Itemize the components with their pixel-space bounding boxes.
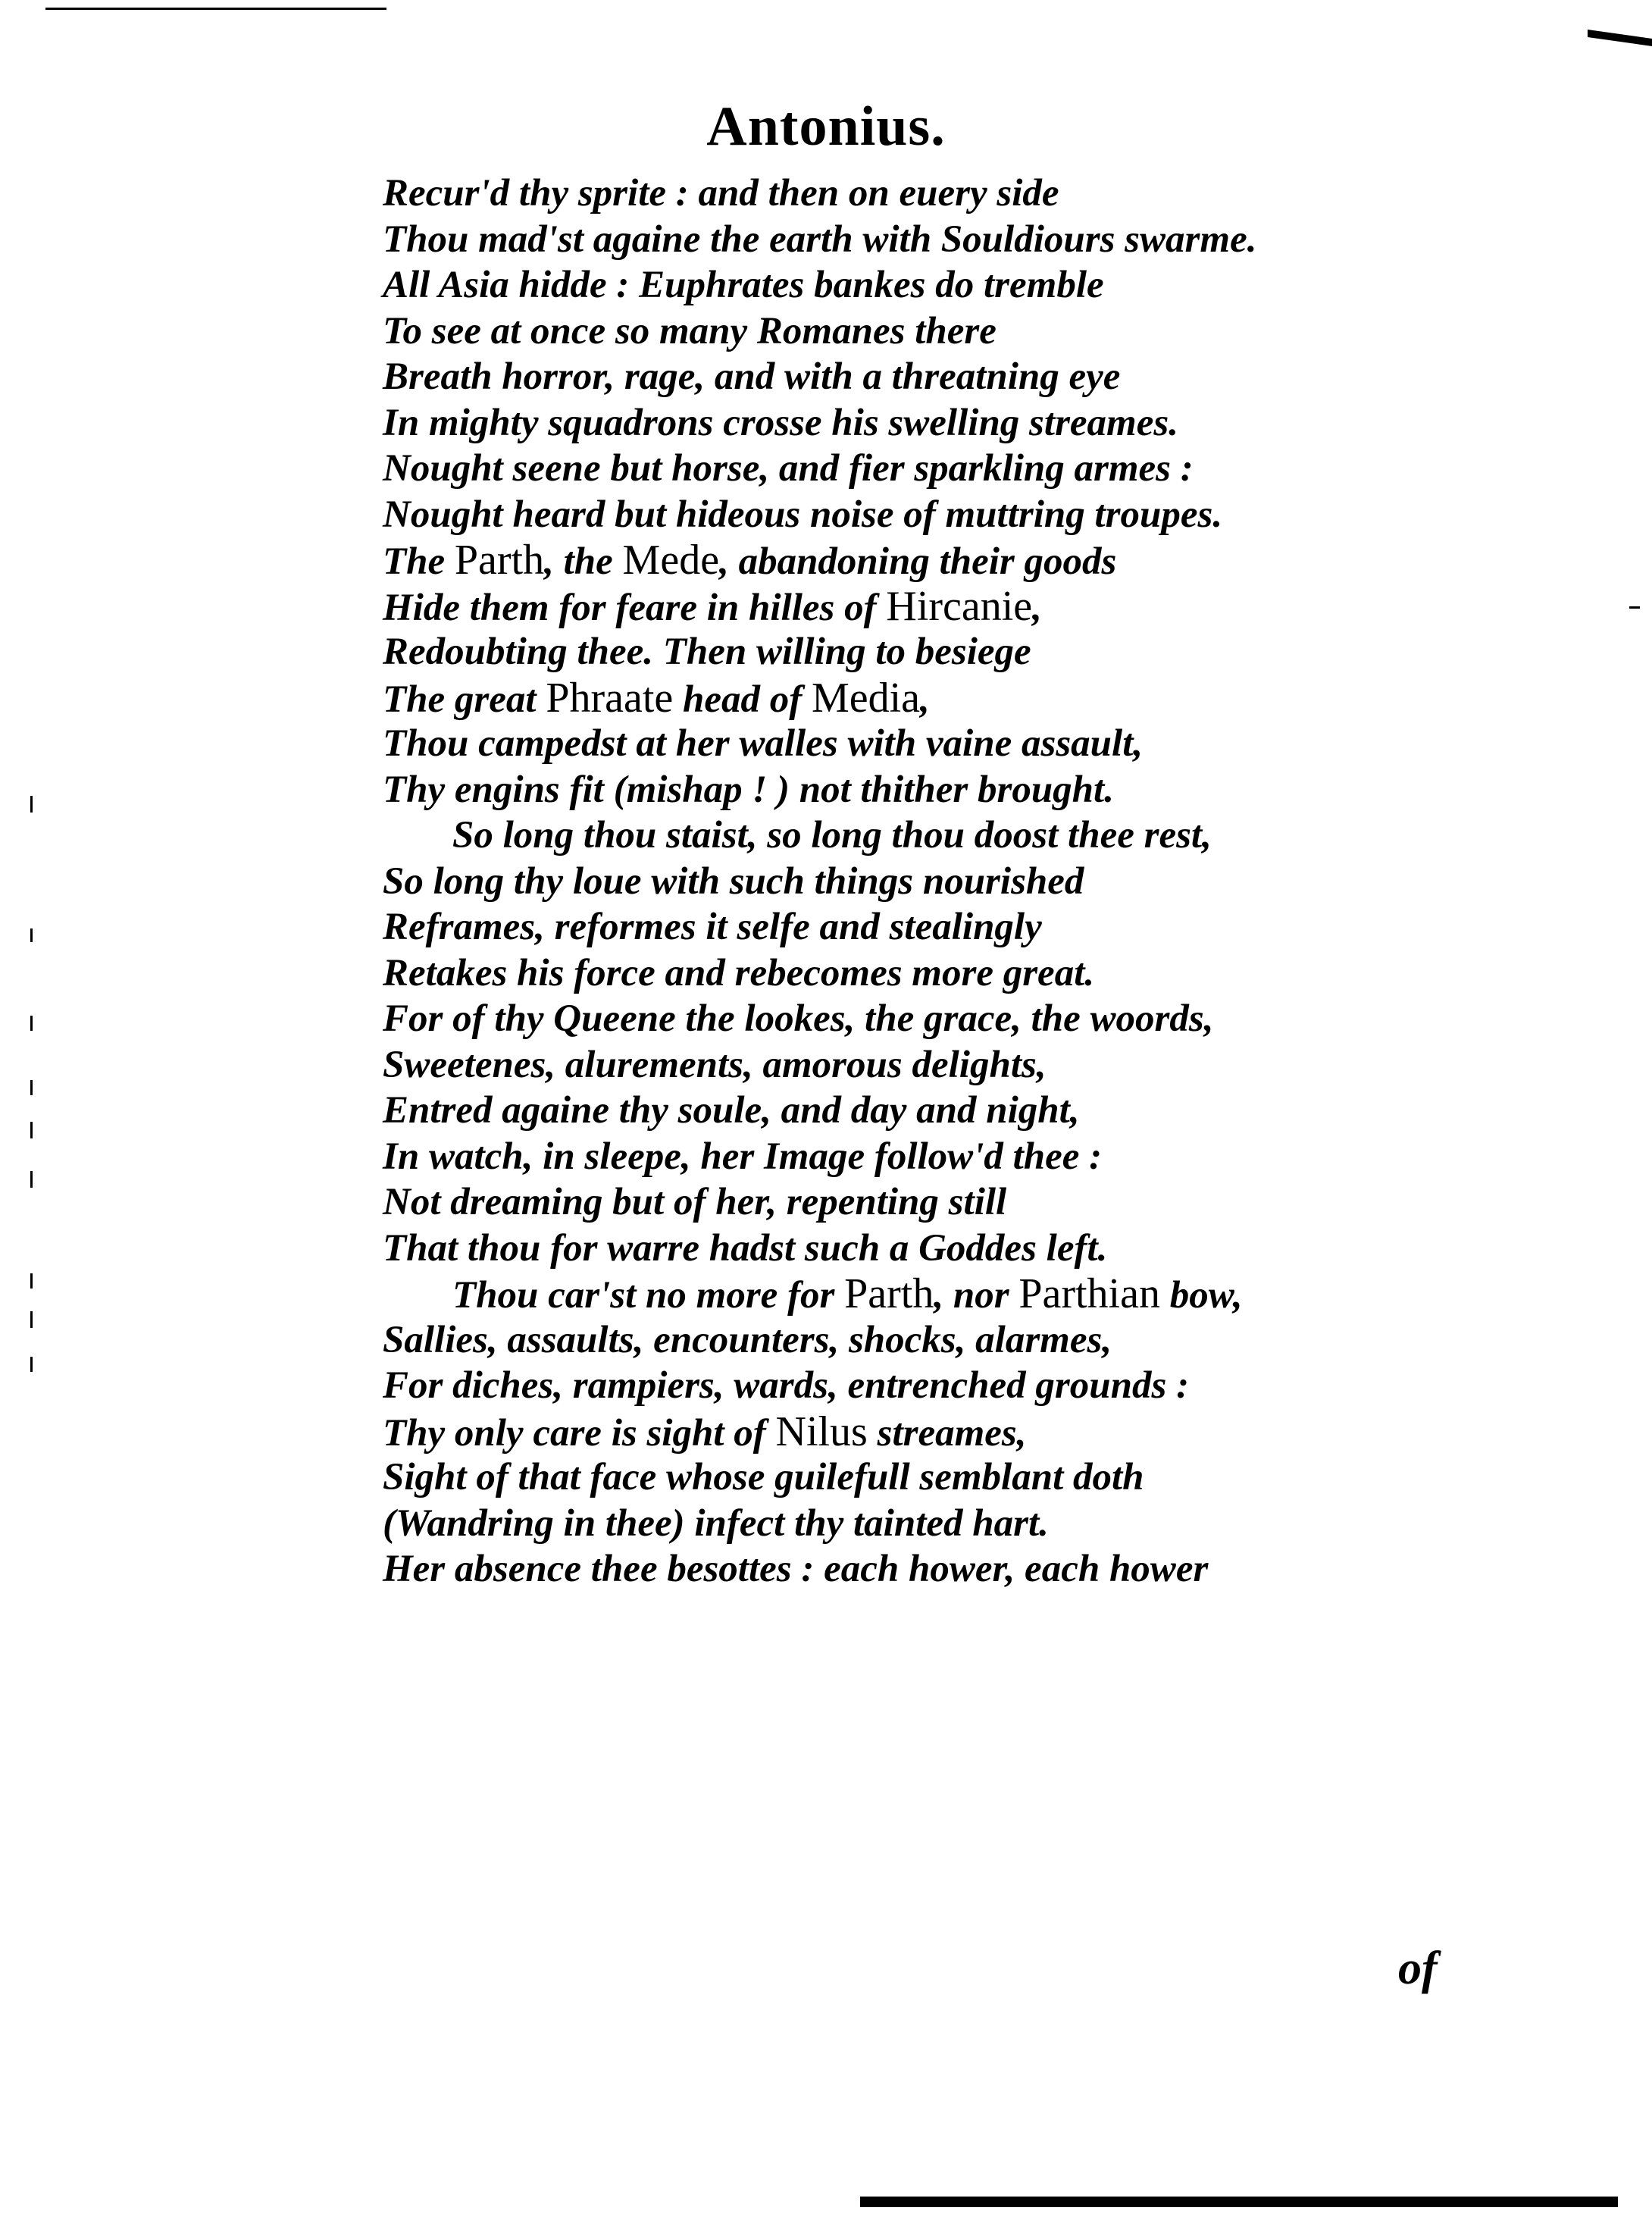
italic-text-segment: Thy engins fit (mishap ! ) not thither brought. [383, 768, 1114, 811]
margin-speck [30, 1122, 33, 1138]
verse-line [383, 354, 1572, 400]
verse-line [383, 1546, 1572, 1592]
italic-text-segment: , nor [934, 1274, 1019, 1317]
italic-text-segment: Hide them for feare in hilles of [383, 586, 887, 629]
roman-proper-noun: Media [811, 674, 921, 722]
italic-text-segment: Sight of that face whose guilefull semblant doth [383, 1456, 1144, 1498]
italic-text-segment: So long thou staist, so long thou doost thee rest, [452, 814, 1212, 856]
margin-speck [30, 1273, 33, 1289]
italic-text-segment: Sallies, assaults, encounters, shocks, alarmes, [383, 1318, 1112, 1361]
italic-text-segment: (Wandring in thee) infect thy tainted hart. [383, 1501, 1049, 1545]
italic-text-segment: All Asia hidde : Euphrates bankes do tremble [383, 264, 1104, 306]
verse-text-block [383, 171, 1572, 1592]
italic-text-segment: , [920, 678, 930, 721]
verse-line [383, 1409, 1572, 1455]
italic-text-segment: Retakes his force and rebecomes more great. [383, 951, 1095, 994]
top-left-rule [45, 8, 386, 10]
roman-proper-noun: Hircanie [886, 582, 1033, 630]
verse-line [383, 537, 1572, 584]
verse-line [383, 813, 1572, 859]
margin-speck [30, 928, 33, 942]
verse-line [383, 996, 1572, 1042]
italic-text-segment: Recur'd thy sprite : and then on euery side [383, 172, 1059, 214]
roman-proper-noun: Parth [454, 537, 545, 584]
verse-line [383, 1042, 1572, 1088]
italic-text-segment: , abandoning their goods [719, 540, 1117, 583]
verse-line [383, 262, 1572, 308]
italic-text-segment: So long thy loue with such things nourished [383, 860, 1084, 903]
verse-line [383, 1501, 1572, 1547]
italic-text-segment: Thou campedst at her walles with vaine assault, [383, 722, 1144, 765]
verse-line [383, 1363, 1572, 1409]
italic-text-segment: Her absence thee besottes : each hower, each hower [383, 1548, 1209, 1590]
italic-text-segment: The great [383, 678, 546, 721]
margin-speck [1629, 606, 1640, 609]
roman-proper-noun: Parth [844, 1270, 934, 1317]
italic-text-segment: Sweetenes, alurements, amorous delights, [383, 1043, 1047, 1086]
verse-line [383, 629, 1572, 675]
italic-text-segment: For diches, rampiers, wards, entrenched grounds : [383, 1364, 1190, 1407]
verse-line [383, 859, 1572, 905]
italic-text-segment: Nought heard but hideous noise of muttring troupes. [383, 493, 1223, 536]
italic-text-segment: Nought seene but horse, and fier sparkling armes : [383, 447, 1194, 490]
verse-line [383, 217, 1572, 263]
roman-proper-noun: Nilus [775, 1408, 868, 1455]
italic-text-segment: Thou car'st no more for [452, 1274, 845, 1317]
italic-text-segment: That thou for warre hadst such a Goddes left. [383, 1226, 1108, 1270]
italic-text-segment: In watch, in sleepe, her Image follow'd thee : [383, 1135, 1103, 1178]
verse-line [383, 1271, 1572, 1317]
verse-line [383, 171, 1572, 217]
roman-proper-noun: Parthian [1018, 1270, 1160, 1317]
italic-text-segment: The [383, 540, 455, 583]
verse-line [383, 308, 1572, 355]
verse-line [383, 675, 1572, 722]
italic-text-segment: Thou mad'st againe the earth with Souldiours swarme. [383, 218, 1257, 261]
italic-text-segment: Not dreaming but of her, repenting still [383, 1181, 1007, 1223]
verse-line [383, 584, 1572, 630]
margin-speck [30, 1311, 33, 1328]
bottom-rule [860, 2197, 1618, 2207]
verse-line [383, 1179, 1572, 1226]
verse-line [383, 400, 1572, 446]
verse-line [383, 950, 1572, 997]
top-right-rule [1588, 30, 1652, 46]
margin-speck [30, 1016, 33, 1031]
roman-proper-noun: Phraate [546, 674, 674, 722]
italic-text-segment: Reframes, reformes it selfe and stealingly [383, 906, 1042, 948]
italic-text-segment: Redoubting thee. Then willing to besiege [383, 631, 1031, 673]
italic-text-segment: bow, [1159, 1274, 1243, 1317]
catchword: of [1398, 1943, 1438, 1994]
margin-speck [30, 796, 33, 813]
margin-speck [30, 1357, 33, 1372]
margin-speck [30, 1171, 33, 1188]
italic-text-segment: , [1032, 586, 1042, 629]
verse-line [383, 1134, 1572, 1180]
italic-text-segment: In mighty squadrons crosse his swelling streames. [383, 401, 1178, 444]
italic-text-segment: To see at once so many Romanes there [383, 309, 997, 352]
verse-line [383, 767, 1572, 813]
italic-text-segment: Breath horror, rage, and with a threatning eye [383, 355, 1121, 398]
verse-line [383, 446, 1572, 492]
italic-text-segment: Entred againe thy soule, and day and night, [383, 1089, 1080, 1132]
verse-line [383, 1455, 1572, 1501]
verse-line [383, 1226, 1572, 1272]
running-head: Antonius. [706, 96, 946, 158]
margin-speck [30, 1080, 33, 1095]
verse-line [383, 721, 1572, 767]
italic-text-segment: Thy only care is sight of [383, 1411, 776, 1455]
verse-line [383, 1317, 1572, 1364]
roman-proper-noun: Mede [622, 537, 720, 584]
verse-line [383, 492, 1572, 538]
italic-text-segment: For of thy Queene the lookes, the grace, the woords, [383, 997, 1214, 1040]
italic-text-segment: streames, [867, 1411, 1027, 1455]
verse-line [383, 904, 1572, 950]
italic-text-segment: head of [673, 678, 812, 721]
italic-text-segment: , the [544, 540, 623, 583]
verse-line [383, 1088, 1572, 1134]
